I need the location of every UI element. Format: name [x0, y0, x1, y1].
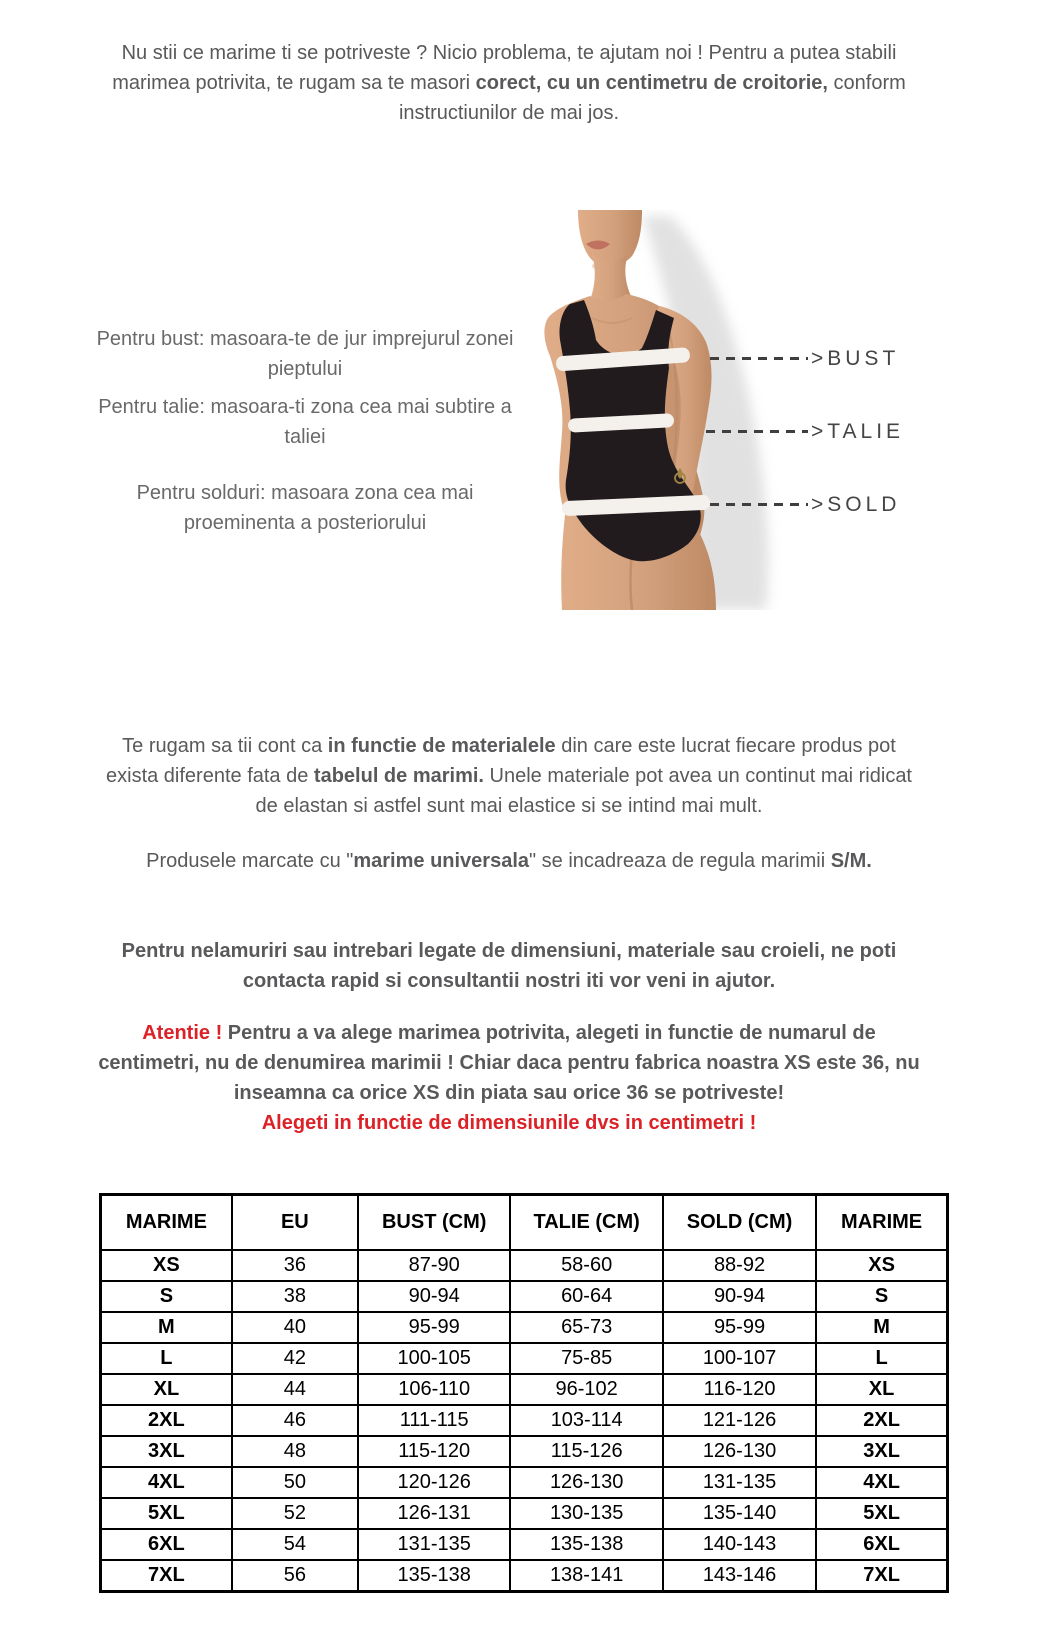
value-cell: 87-90: [358, 1250, 510, 1281]
value-cell: 116-120: [663, 1374, 816, 1405]
table-row: [101, 1467, 948, 1498]
universal-text-2: " se incadreaza de regula marimii: [529, 850, 831, 872]
size-cell: 4XL: [101, 1467, 232, 1498]
value-cell: 138-141: [510, 1560, 662, 1592]
universal-bold-2: S/M.: [830, 850, 872, 872]
value-cell: 38: [232, 1281, 358, 1312]
value-cell: 111-115: [358, 1405, 510, 1436]
column-header: SOLD (CM): [663, 1195, 816, 1251]
value-cell: 95-99: [663, 1312, 816, 1343]
table-row: [101, 1250, 948, 1281]
value-cell: 90-94: [663, 1281, 816, 1312]
materials-bold-2: tabelul de marimi.: [313, 765, 484, 787]
value-cell: 120-126: [358, 1467, 510, 1498]
head: [578, 210, 642, 266]
value-cell: 143-146: [663, 1560, 816, 1592]
size-cell: 6XL: [101, 1529, 232, 1560]
value-cell: 100-105: [358, 1343, 510, 1374]
table-row: [101, 1529, 948, 1560]
table-row: [101, 1281, 948, 1312]
table-row: [101, 1312, 948, 1343]
size-cell: 7XL: [101, 1560, 232, 1592]
value-cell: 48: [232, 1436, 358, 1467]
value-cell: 90-94: [358, 1281, 510, 1312]
measure-guide-bust: Pentru bust: masoara-te de jur imprejurul zonei pieptului: [96, 328, 514, 380]
column-header: BUST (CM): [358, 1195, 510, 1251]
size-cell: 7XL: [816, 1560, 947, 1592]
value-cell: 126-131: [358, 1498, 510, 1529]
table-row: [101, 1560, 948, 1592]
size-cell: XL: [816, 1374, 947, 1405]
value-cell: 135-138: [510, 1529, 662, 1560]
column-header: MARIME: [101, 1195, 232, 1251]
intro-paragraph: [94, 38, 924, 128]
table-row: [101, 1343, 948, 1374]
value-cell: 131-135: [663, 1467, 816, 1498]
talie-dashed-line: [706, 430, 808, 433]
size-cell: 2XL: [101, 1405, 232, 1436]
value-cell: 103-114: [510, 1405, 662, 1436]
value-cell: 96-102: [510, 1374, 662, 1405]
attention-note: [94, 1018, 924, 1138]
choose-by-cm-note: Alegeti in functie de dimensiunile dvs in centimetri !: [261, 1112, 757, 1134]
value-cell: 36: [232, 1250, 358, 1281]
value-cell: 60-64: [510, 1281, 662, 1312]
attention-highlight: Atentie !: [142, 1022, 223, 1044]
value-cell: 52: [232, 1498, 358, 1529]
value-cell: 115-126: [510, 1436, 662, 1467]
size-cell: 4XL: [816, 1467, 947, 1498]
value-cell: 130-135: [510, 1498, 662, 1529]
materials-text-3: Unele materiale pot avea un continut mai ridicat de elastan si astfel sunt mai elastice si se intind mai mult.: [255, 765, 912, 817]
value-cell: 58-60: [510, 1250, 662, 1281]
size-cell: S: [816, 1281, 947, 1312]
size-table: [99, 1193, 949, 1593]
size-cell: L: [101, 1343, 232, 1374]
measure-guide-talie: Pentru talie: masoara-ti zona cea mai subtire a taliei: [98, 396, 512, 448]
value-cell: 126-130: [510, 1467, 662, 1498]
size-cell: XL: [101, 1374, 232, 1405]
universal-bold-1: marime universala: [353, 850, 530, 872]
woman-figure-illustration: [520, 210, 950, 610]
value-cell: 54: [232, 1529, 358, 1560]
universal-size-note: [94, 846, 924, 876]
materials-bold-1: in functie de materialele: [327, 735, 556, 757]
size-cell: 5XL: [816, 1498, 947, 1529]
table-row: [101, 1405, 948, 1436]
value-cell: 44: [232, 1374, 358, 1405]
value-cell: 40: [232, 1312, 358, 1343]
materials-text-1: Te rugam sa tii cont ca: [122, 735, 328, 757]
size-cell: M: [101, 1312, 232, 1343]
value-cell: 106-110: [358, 1374, 510, 1405]
size-cell: XS: [101, 1250, 232, 1281]
size-cell: L: [816, 1343, 947, 1374]
value-cell: 88-92: [663, 1250, 816, 1281]
measure-guide: [95, 324, 515, 546]
attention-text: Pentru a va alege marimea potrivita, alegeti in functie de numarul de centimetri, nu de denumirea marimii ! Chiar daca pentru fabrica noastra XS este 36, nu inseamna ca orice XS din piata sau orice 36 se potriveste!: [98, 1022, 920, 1104]
universal-text-1: Produsele marcate cu ": [146, 850, 354, 872]
sold-dashed-line: [710, 503, 808, 506]
column-header: TALIE (CM): [510, 1195, 662, 1251]
size-table-wrap: [99, 1193, 949, 1593]
intro-text-1: Nu stii ce marime ti se potriveste ? Nicio problema, te ajutam noi ! Pentru a putea stabili marimea potrivita, te rugam sa te masori: [112, 42, 897, 94]
size-diagram: [520, 210, 950, 610]
contact-note: Pentru nelamuriri sau intrebari legate de dimensiuni, materiale sau croieli, ne poti contacta rapid si consultantii nostri iti vor veni in ajutor.: [121, 940, 897, 992]
value-cell: 42: [232, 1343, 358, 1374]
size-cell: XS: [816, 1250, 947, 1281]
bust-label: >BUST: [811, 347, 900, 370]
value-cell: 50: [232, 1467, 358, 1498]
table-row: [101, 1374, 948, 1405]
value-cell: 65-73: [510, 1312, 662, 1343]
value-cell: 75-85: [510, 1343, 662, 1374]
value-cell: 115-120: [358, 1436, 510, 1467]
value-cell: 131-135: [358, 1529, 510, 1560]
column-header: EU: [232, 1195, 358, 1251]
value-cell: 121-126: [663, 1405, 816, 1436]
materials-text-2: din care este lucrat fiecare produs pot exista diferente fata de: [106, 735, 896, 787]
column-header: MARIME: [816, 1195, 947, 1251]
value-cell: 126-130: [663, 1436, 816, 1467]
value-cell: 95-99: [358, 1312, 510, 1343]
size-cell: 6XL: [816, 1529, 947, 1560]
value-cell: 56: [232, 1560, 358, 1592]
intro-bold: corect, cu un centimetru de croitorie,: [475, 72, 828, 94]
value-cell: 135-138: [358, 1560, 510, 1592]
size-cell: S: [101, 1281, 232, 1312]
table-row: [101, 1436, 948, 1467]
attention-paragraph: [94, 1018, 924, 1108]
materials-note: [94, 731, 924, 821]
size-cell: 3XL: [816, 1436, 947, 1467]
value-cell: 46: [232, 1405, 358, 1436]
size-cell: 5XL: [101, 1498, 232, 1529]
intro-text-2: conform instructiunilor de mai jos.: [398, 72, 906, 124]
size-cell: M: [816, 1312, 947, 1343]
sold-label: >SOLD: [811, 493, 901, 516]
talie-label: >TALIE: [811, 420, 905, 443]
value-cell: 100-107: [663, 1343, 816, 1374]
size-cell: 2XL: [816, 1405, 947, 1436]
value-cell: 135-140: [663, 1498, 816, 1529]
bust-dashed-line: [710, 357, 808, 360]
size-table-body: [101, 1250, 948, 1592]
value-cell: 140-143: [663, 1529, 816, 1560]
table-row: [101, 1498, 948, 1529]
size-cell: 3XL: [101, 1436, 232, 1467]
measure-guide-solduri: Pentru solduri: masoara zona cea mai proeminenta a posteriorului: [136, 482, 474, 534]
size-table-head-row: [101, 1195, 948, 1251]
